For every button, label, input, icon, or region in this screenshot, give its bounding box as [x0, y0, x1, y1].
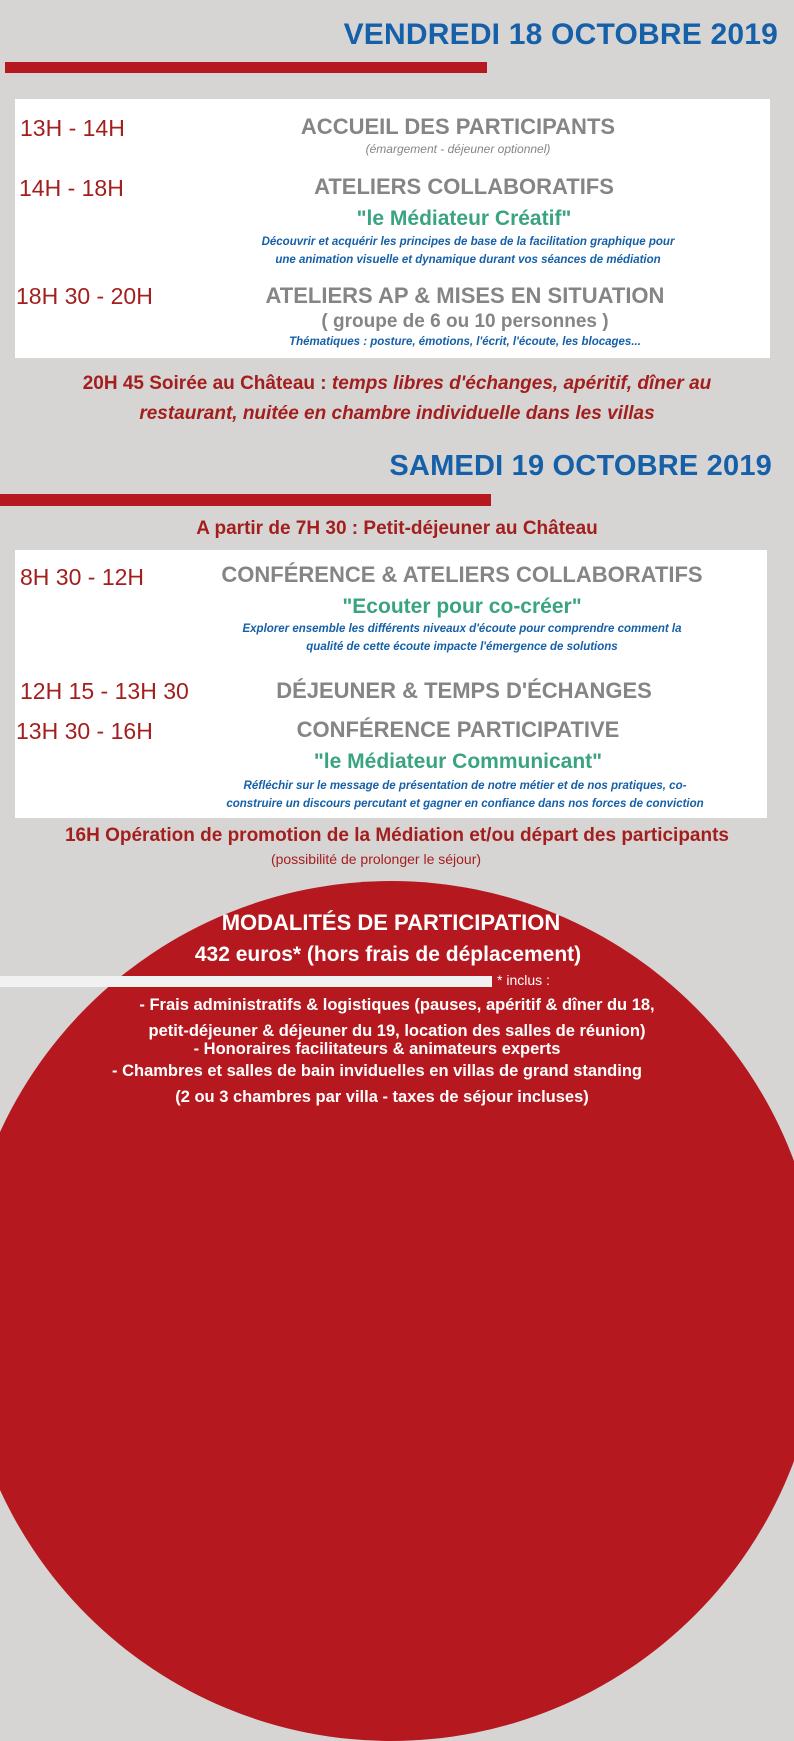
- day2-divider: [0, 494, 491, 506]
- day1-item2-quote: "le Médiateur Créatif": [356, 207, 572, 230]
- day2-item3-desc-line1: Réfléchir sur le message de présentation de notre métier et de nos pratiques, co-: [243, 780, 687, 792]
- day2-closing: 16H Opération de promotion de la Médiation et/ou départ des participants: [64, 825, 730, 846]
- day2-breakfast: A partir de 7H 30 : Petit-déjeuner au Château: [196, 518, 598, 539]
- day1-evening-lead: 20H 45 Soirée au Château :: [82, 373, 332, 394]
- day1-item2-title: ATELIERS COLLABORATIFS: [314, 174, 614, 199]
- day1-evening: [0, 369, 794, 429]
- day2-title: SAMEDI 19 OCTOBRE 2019: [389, 450, 772, 482]
- modalites-line-3: - Honoraires facilitateurs & animateurs experts: [193, 1040, 561, 1058]
- day2-item2-title: DÉJEUNER & TEMPS D'ÉCHANGES: [276, 678, 652, 703]
- modalites-price: 432 euros* (hors frais de déplacement): [194, 943, 582, 966]
- day1-item3-desc: Thématiques : posture, émotions, l'écrit, l'écoute, les blocages...: [289, 336, 641, 348]
- day2-item2-time: 12H 15 - 13H 30: [20, 678, 189, 704]
- day1-item3-subtitle: ( groupe de 6 ou 10 personnes ): [321, 311, 609, 332]
- day2-item3-desc-line2: construire un discours percutant et gagner en confiance dans nos forces de conviction: [226, 798, 704, 810]
- day1-item3-time: 18H 30 - 20H: [16, 283, 153, 309]
- day2-item3-quote: "le Médiateur Communicant": [313, 750, 603, 773]
- modalites-list: [0, 994, 794, 1108]
- modalites-line-1: - Frais administratifs & logistiques (pauses, apéritif & dîner du 18,: [139, 996, 655, 1014]
- modalites-white-bar: [0, 976, 492, 987]
- day1-item3-title: ATELIERS AP & MISES EN SITUATION: [265, 283, 665, 308]
- day1-divider: [5, 62, 487, 73]
- day1-item2-desc: [200, 233, 736, 269]
- day1-evening-rest: temps libres d'échanges, apéritif, dîner au: [331, 373, 712, 394]
- day1-item1-title: ACCUEIL DES PARTICIPANTS: [300, 114, 616, 139]
- day2-item3-time: 13H 30 - 16H: [16, 718, 153, 744]
- day2-item3-title: CONFÉRENCE PARTICIPATIVE: [296, 717, 620, 742]
- day2-item1-desc-line1: Explorer ensemble les différents niveaux d'écoute pour comprendre comment la: [242, 623, 682, 635]
- day2-item1-desc-line2: qualité de cette écoute impacte l'émergence de solutions: [306, 641, 618, 653]
- day2-item3-desc: [170, 777, 760, 813]
- day2-item1-quote: "Ecouter pour co-créer": [342, 595, 582, 618]
- day1-item1-note: (émargement - déjeuner optionnel): [365, 142, 551, 156]
- day2-item1-title: CONFÉRENCE & ATELIERS COLLABORATIFS: [221, 562, 703, 587]
- day1-item1-time: 13H - 14H: [20, 115, 125, 141]
- day1-title: VENDREDI 18 OCTOBRE 2019: [343, 18, 778, 51]
- modalites-title: MODALITÉS DE PARTICIPATION: [221, 910, 561, 935]
- modalites-inclus: * inclus :: [497, 972, 550, 988]
- day2-closing-note: (possibilité de prolonger le séjour): [270, 851, 482, 867]
- day1-item2-desc-line2: une animation visuelle et dynamique durant vos séances de médiation: [275, 254, 661, 266]
- modalites-line-2: petit-déjeuner & déjeuner du 19, location des salles de réunion): [148, 1022, 646, 1040]
- day2-item1-desc: [180, 620, 744, 656]
- modalites-line-4: - Chambres et salles de bain inviduelles en villas de grand standing: [112, 1062, 642, 1080]
- day1-item2-desc-line1: Découvrir et acquérir les principes de base de la facilitation graphique pour: [261, 236, 675, 248]
- day1-evening-line2: restaurant, nuitée en chambre individuelle dans les villas: [139, 403, 655, 424]
- day1-item2-time: 14H - 18H: [19, 175, 124, 201]
- modalites-line-5: (2 ou 3 chambres par villa - taxes de séjour incluses): [175, 1088, 589, 1106]
- day2-item1-time: 8H 30 - 12H: [20, 564, 145, 590]
